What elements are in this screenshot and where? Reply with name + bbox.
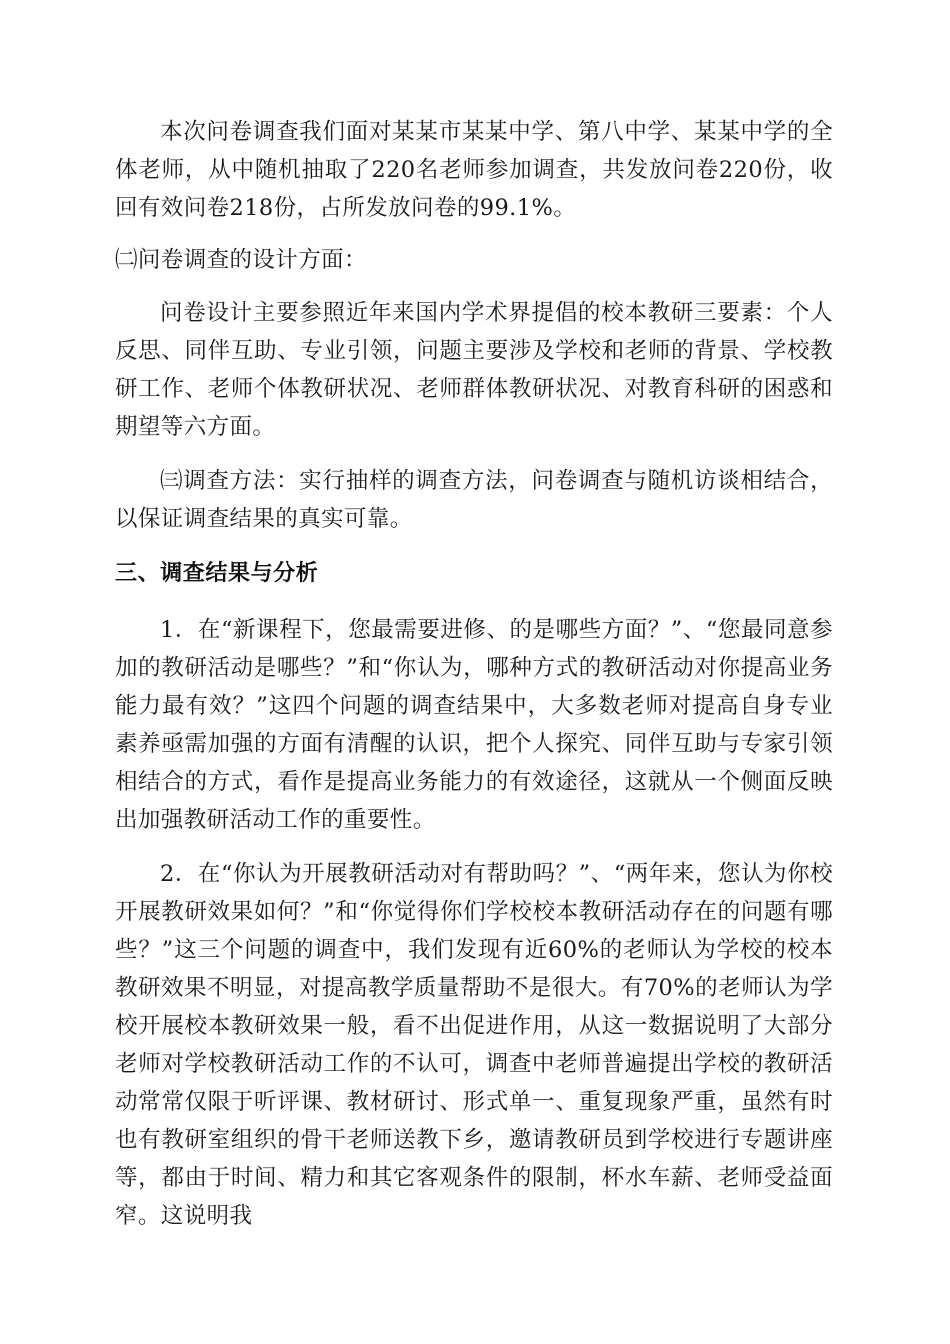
paragraph-result-1: 1．在“新课程下，您最需要进修、的是哪些方面？”、“您最同意参加的教研活动是哪些？”和“你认为，哪种方式的教研活动对你提高业务能力最有效？”这四个问题的调查结果中，大多数老师对提高自身专业素养亟需加强的方面有清醒的认识，把个人探究、同伴互助与专家引领相结合的方式，看作是提高业务能力的有效途径，这就从一个侧面反映出加强教研活动工作的重要性。 <box>115 617 833 833</box>
paragraph-result-2: 2．在“你认为开展教研活动对有帮助吗？”、“两年来，您认为你校开展教研效果如何？”和“你觉得你们学校校本教研活动存在的问题有哪些？”这三个问题的调查中，我们发现有近60%的老师认为学校的校本教研效果不明显，对提高教学质量帮助不是很大。有70%的老师认为学校开展校本教研效果一般，看不出促进作用，从这一数据说明了大部分老师对学校教研活动工作的不认可，调查中老师普遍提出学校的教研活动常常仅限于听评课、教材研讨、形式单一、重复现象严重，虽然有时也有教研室组织的骨干老师送教下乡，邀请教研员到学校进行专题讲座等，都由于时间、精力和其它客观条件的限制，杯水车薪、老师受益面窄。这说明我 <box>115 861 833 1229</box>
paragraph-survey-method: ㈢调查方法：实行抽样的调查方法，问卷调查与随机访谈相结合，以保证调查结果的真实可靠。 <box>115 468 833 532</box>
paragraph-design-details: 问卷设计主要参照近年来国内学术界提倡的校本教研三要素：个人反思、同伴互助、专业引领，问题主要涉及学校和老师的背景、学校教研工作、老师个体教研状况、老师群体教研状况、对教育科研的困惑和期望等六方面。 <box>115 300 833 440</box>
paragraph-survey-scope: 本次问卷调查我们面对某某市某某中学、第八中学、某某中学的全体老师，从中随机抽取了220名老师参加调查，共发放问卷220份，收回有效问卷218份，占所发放问卷的99.1%。 <box>115 119 833 221</box>
section-heading-results: 三、调查结果与分析 <box>115 561 319 586</box>
paragraph-design-heading: ㈡问卷调查的设计方面： <box>115 247 367 273</box>
